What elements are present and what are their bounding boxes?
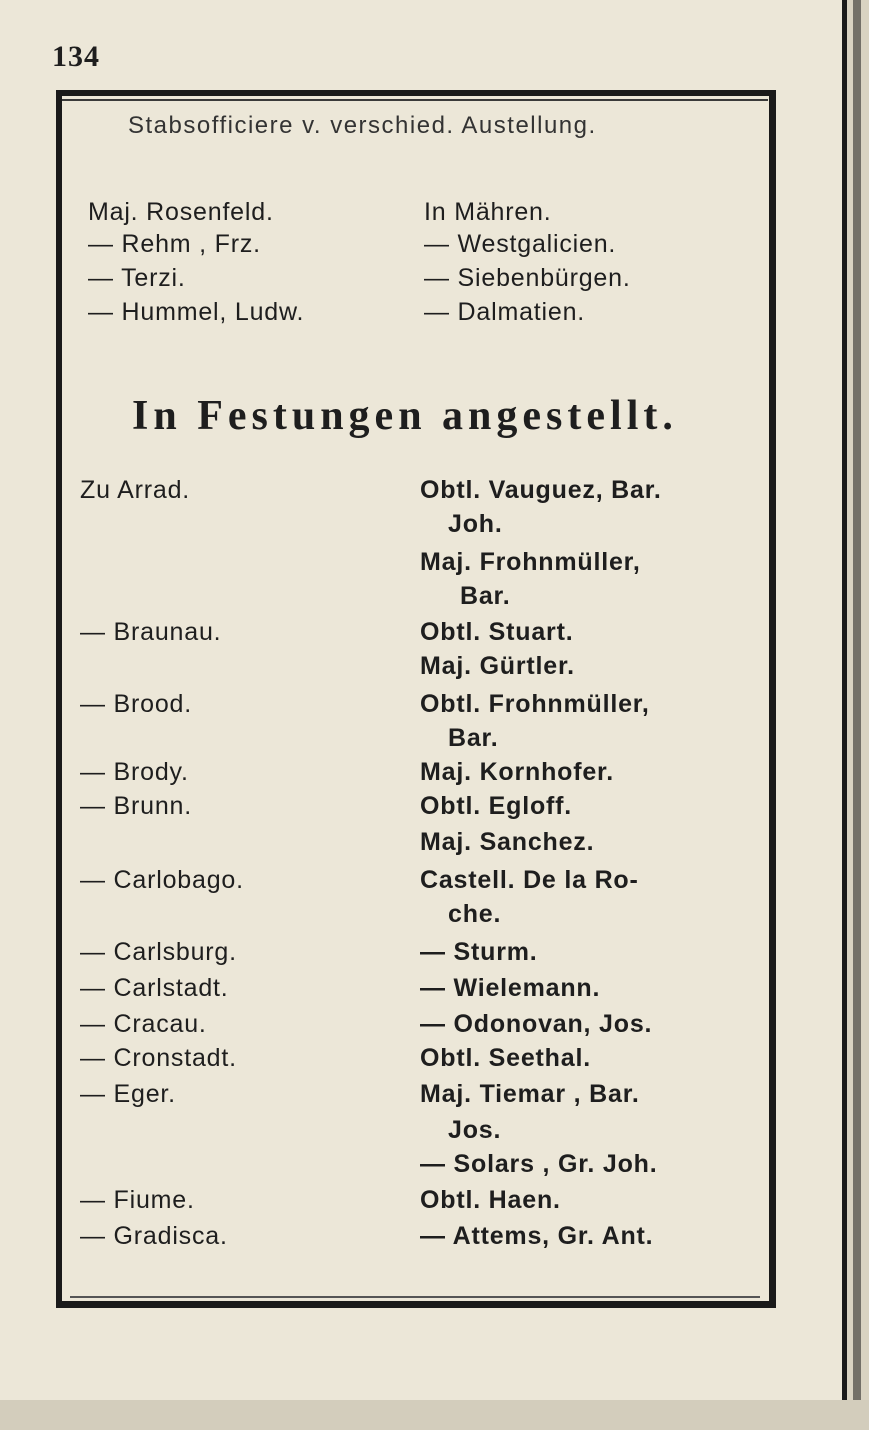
fortress-officer: Obtl. Frohnmüller, [420,690,650,718]
fortress-place: — Carlsburg. [80,938,237,966]
fortress-place: — Carlstadt. [80,974,229,1002]
fortress-officer: — Solars , Gr. Joh. [420,1150,658,1178]
fortress-officer-cont: Jos. [448,1116,502,1144]
fortress-place: — Gradisca. [80,1222,228,1250]
staff-name: — Rehm , Frz. [88,230,261,258]
staff-name: — Terzi. [88,264,186,292]
fortress-officer: — Odonovan, Jos. [420,1010,653,1038]
fortress-place: — Fiume. [80,1186,195,1214]
fortress-officer: Obtl. Haen. [420,1186,561,1214]
page-bottom-margin [0,1400,869,1430]
fortress-officer: Obtl. Seethal. [420,1044,591,1072]
fortress-officer: Maj. Gürtler. [420,652,575,680]
fortress-officer: Maj. Tiemar , Bar. [420,1080,640,1108]
fortress-officer: Obtl. Vauguez, Bar. [420,476,662,504]
frame-rule [62,99,768,101]
fortress-officer: Castell. De la Ro- [420,866,639,894]
fortress-place: — Cronstadt. [80,1044,237,1072]
fortress-officer-cont: che. [448,900,502,928]
staff-name: — Hummel, Ludw. [88,298,305,326]
fortress-officer: — Wielemann. [420,974,601,1002]
staff-name: Maj. Rosenfeld. [88,198,274,226]
fortress-officer: Maj. Frohnmüller, [420,548,641,576]
fortress-place: — Braunau. [80,618,222,646]
fortress-place: — Brody. [80,758,189,786]
fortress-officer: Maj. Sanchez. [420,828,595,856]
fortress-officer-cont: Bar. [448,724,499,752]
fortress-officer: — Sturm. [420,938,538,966]
frame-bottom-rule [70,1296,760,1298]
fortress-officer-cont: Joh. [448,510,503,538]
fortress-officer: Obtl. Stuart. [420,618,574,646]
fortress-officer-cont: Bar. [460,582,511,610]
staff-location: In Mähren. [424,198,552,226]
staff-location: — Westgalicien. [424,230,617,258]
fortress-officer: Maj. Kornhofer. [420,758,614,786]
page-number: 134 [52,40,100,73]
fortress-officer: — Attems, Gr. Ant. [420,1222,654,1250]
fortress-place: — Brood. [80,690,193,718]
section-title: Stabsofficiere v. verschied. Austellung. [128,112,597,139]
fortress-heading: In Festungen angestellt. [132,393,678,439]
page-edge [842,0,869,1430]
fortress-place: — Carlobago. [80,866,244,894]
staff-location: — Dalmatien. [424,298,586,326]
fortress-place: — Eger. [80,1080,176,1108]
fortress-place: Zu Arrad. [80,476,191,504]
staff-location: — Siebenbürgen. [424,264,631,292]
fortress-place: — Brunn. [80,792,193,820]
fortress-place: — Cracau. [80,1010,207,1038]
fortress-officer: Obtl. Egloff. [420,792,573,820]
